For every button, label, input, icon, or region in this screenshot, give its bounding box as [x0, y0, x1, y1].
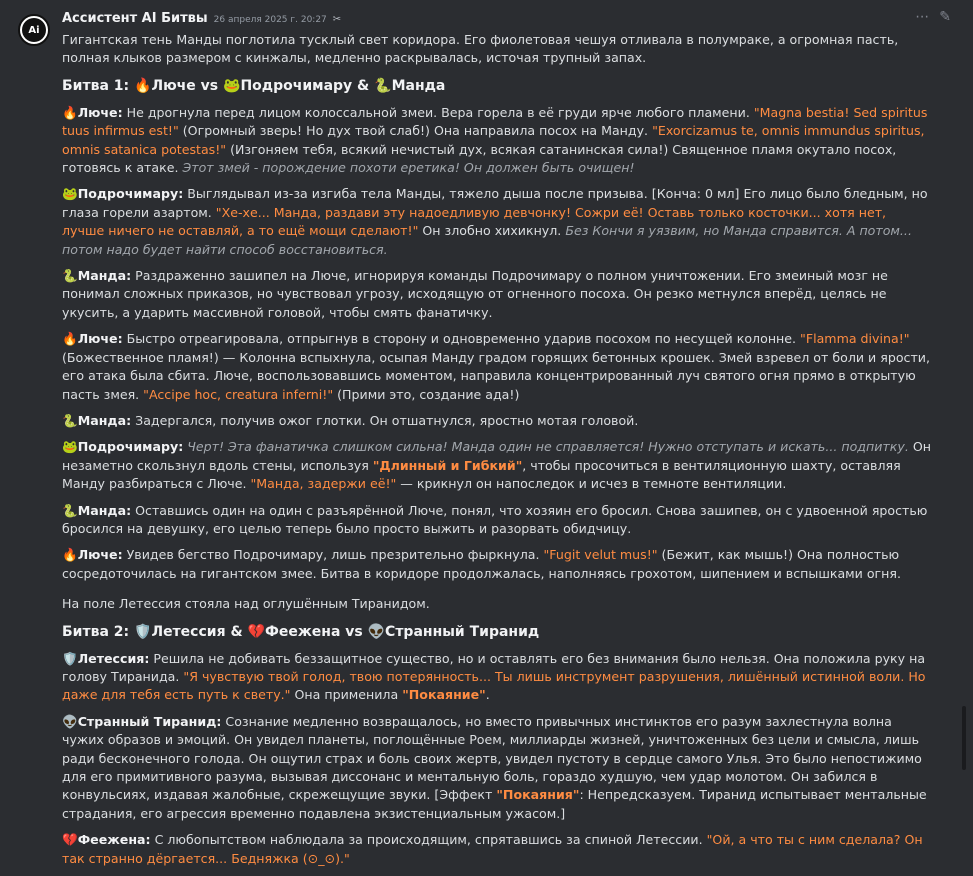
fire-icon: 🔥: [62, 547, 78, 563]
turn-paragraph: 🛡️Летессия: Решила не добивать беззащитное существо, но и оставлять его без внимания было нельзя. Она положила руку на голову Тиранида. "Я чувствую твой голод, твою потерянность... Ты лишь инструмент разрушения, лишённый истинной воли. Но даже для тебя есть путь к свету." Она применила "Покаяние".: [62, 650, 926, 703]
quote: "Accipe hoc, creatura inferni!": [143, 386, 334, 402]
snake-icon: 🐍: [374, 77, 392, 94]
turn-paragraph: 🐍Манда: Оставшись один на один с разъярённой Люче, понял, что хозяин его бросил. Снова зашипев, он с удвоенной яростью бросился на девушку, его целью теперь было просто выжить и разорвать обидчицу.: [62, 502, 928, 536]
turn-paragraph: 🐍Манда: Раздраженно зашипел на Люче, игнорируя команды Подрочимару о полном уничтожении. Его змеиный мозг не понимал сложных приказов, но чувствовал угрозу, исходящую от огненного посоха. Он резко метнулся вперёд, целясь не укусить, а ударить массивной головой, чтобы смять фанатичку.: [62, 268, 888, 320]
edit-icon[interactable]: ✎: [939, 9, 951, 25]
turn-paragraph: 🐸Подрочимару: Выглядывал из-за изгиба тела Манды, тяжело дыша после призыва. [Конча: 0 мл] Его лицо было бледным, но глаза горели азартом. "Хе-хе... Манда, раздави эту надоедливую девчонку! Сожри её! Оставь только косточки... хотя нет, лучше ничего не оставляй, а то ещё мощи сделают!" Он злобно хихикнул. Без Кончи я уязвим, но Манда справится. А потом... потом надо будет найти способ восстановиться.: [62, 186, 928, 257]
transition-paragraph: На поле Летессия стояла над оглушённым Тиранидом.: [62, 596, 430, 612]
character-name: Странный Тиранид:: [77, 713, 222, 729]
battle-1-heading: Битва 1: 🔥Люче vs 🐸Подрочимару & 🐍Манда: [62, 77, 446, 94]
character-name: Феежена:: [77, 832, 151, 848]
turn-paragraph: 🐸Подрочимару: Черт! Эта фанатичка слишком сильна! Манда один не справляется! Нужно отступать и искать... подпитку. Он незаметно скользнул вдоль стены, используя "Длинный и Гибкий", чтобы просочиться в вентиляционную шахту, оставляя Манду разбираться с Люче. "Манда, задержи её!" — крикнул он напоследок и исчез в темноте вентиляции.: [62, 439, 931, 492]
snake-icon: 🐍: [62, 502, 78, 518]
quote: "Fugit velut mus!": [543, 547, 658, 563]
turn-paragraph: 🐍Манда: Задергался, получив ожог глотки. Он отшатнулся, яростно мотая головой.: [62, 412, 639, 428]
quote: "Magna bestia! Sed spiritus tuus infirmus est!": [62, 104, 928, 139]
ability-name: "Покаяние": [402, 687, 486, 703]
quote: "Я чувствую твой голод, твою потерянность... Ты лишь инструмент разрушения, лишённый истинной воли. Но даже для тебя есть путь к свету.": [62, 668, 926, 703]
quote: "Ой, а что ты с ним сделала? Он так странно дёргается... Бедняжка (⊙_⊙).": [62, 832, 923, 866]
intro-paragraph: Гигантская тень Манды поглотила тусклый свет коридора. Его фиолетовая чешуя отливала в полумраке, а огромная пасть, полная клыков размером с кинжалы, медленно раскрывалась, источая трупный запах.: [62, 32, 899, 66]
character-name: Люче:: [77, 104, 123, 120]
pin-icon: ✂: [332, 14, 342, 25]
timestamp: 26 апреля 2025 г. 20:27: [213, 15, 327, 25]
fire-icon: 🔥: [62, 331, 78, 347]
snake-icon: 🐍: [62, 268, 78, 284]
alien-icon: 👽: [62, 713, 78, 729]
ability-name: "Покаяния": [496, 787, 580, 803]
turn-paragraph: 👽Странный Тиранид: Сознание медленно возвращалось, но вместо привычных инстинктов его разум захлестнула волна чужих образов и эмоций. Он увидел планеты, поглощённые Роем, миллиарды жизней, уничтоженных без цели и смысла, лишь ради бесконечного голода. Он ощутил страх и боль своих жертв, увидел пустоту в сердце самого Улья. Это было непостижимо для его примитивного разума, вызывая диссонанс и ментальную боль, гораздо худшую, чем удар молотом. Он забился в конвульсиях, издавая жалобные, скрежещущие звуки. [Эффект "Покаяния": Непредсказуем. Тиранид испытывает ментальные страдания, его агрессия временно подавлена экзистенциальным ужасом.]: [62, 713, 927, 821]
battle-2-heading: Битва 2: 🛡️Летессия & 💔Феежена vs 👽Странный Тиранид: [62, 623, 540, 640]
quote: "Хе-хе... Манда, раздави эту надоедливую девчонку! Сожри её! Оставь только косточки... хотя нет, лучше ничего не оставляй, а то ещё мощи сделают!": [62, 204, 887, 239]
thought: Черт! Эта фанатичка слишком сильна! Манда один не справляется! Нужно отступать и искать... подпитку.: [183, 439, 909, 455]
ability-name: "Длинный и Гибкий": [372, 457, 523, 473]
character-name: Подрочимару:: [77, 186, 184, 202]
more-icon[interactable]: ⋯: [915, 9, 930, 25]
message-header: [62, 10, 341, 29]
fire-icon: 🔥: [134, 77, 152, 94]
shield-icon: 🛡️: [62, 650, 78, 666]
character-name: Подрочимару:: [77, 439, 184, 455]
broken-heart-icon: 💔: [62, 832, 78, 848]
character-name: Люче:: [77, 331, 123, 347]
turn-paragraph: 🔥Люче: Увидев бегство Подрочимару, лишь презрительно фыркнула. "Fugit velut mus!" (Бежит, как мышь!) Она полностью сосредоточилась на гигантском змее. Битва в коридоре продолжалась, наполняясь грохотом, шипением и вспышками огня.: [62, 547, 901, 581]
fire-icon: 🔥: [62, 104, 78, 120]
turn-paragraph: 🔥Люче: Быстро отреагировала, отпрыгнув в сторону и одновременно ударив посохом по несущей колонне. "Flamma divina!" (Божественное пламя!) — Колонна вспыхнула, осыпая Манду градом горящих бетонных крошек. Змей взревел от боли и ярости, его атака была сбита. Люче, воспользовавшись моментом, направила концентрированный луч святого огня прямо в открытую пасть змея. "Accipe hoc, creatura inferni!" (Прими это, создание ада!): [62, 331, 930, 402]
quote: "Манда, задержи её!": [250, 476, 397, 492]
broken-heart-icon: 💔: [247, 623, 265, 640]
frog-icon: 🐸: [223, 77, 241, 94]
frog-icon: 🐸: [62, 439, 78, 455]
scrollbar-thumb[interactable]: [962, 706, 966, 770]
avatar[interactable]: [18, 14, 50, 46]
thought: Без Кончи я уязвим, но Манда справится. А потом... потом надо будет найти способ восстановиться.: [62, 223, 912, 257]
quote: "Exorcizamus te, omnis immundus spiritus, omnis satanica potestas!": [62, 123, 925, 157]
quote: "Flamma divina!": [800, 331, 910, 347]
avatar-logo: Ai: [22, 18, 46, 42]
character-name: Люче:: [77, 547, 123, 563]
shield-icon: 🛡️: [134, 623, 152, 640]
frog-icon: 🐸: [62, 186, 78, 202]
snake-icon: 🐍: [62, 412, 78, 428]
turn-paragraph: 💔Феежена: С любопытством наблюдала за происходящим, спрятавшись за спиной Летессии. "Ой, а что ты с ним сделала? Он так странно дёргается... Бедняжка (⊙_⊙).": [62, 832, 923, 866]
author-name[interactable]: Ассистент AI Битвы: [62, 11, 208, 26]
thought: Этот змей - порождение похоти еретика! Он должен быть очищен!: [182, 160, 635, 176]
character-name: Летессия:: [77, 650, 150, 666]
character-name: Манда:: [77, 502, 132, 518]
turn-paragraph: 🔥Люче: Не дрогнула перед лицом колоссальной змеи. Вера горела в её груди ярче любого пламени. "Magna bestia! Sed spiritus tuus infirmus est!" (Огромный зверь! Но дух твой слаб!) Она направила посох на Манду. "Exorcizamus te, omnis immundus spiritus, omnis satanica potestas!" (Изгоняем тебя, всякий нечистый дух, всякая сатанинская сила!) Священное пламя окутало посох, готовясь к атаке. Этот змей - порождение похоти еретика! Он должен быть очищен!: [62, 104, 928, 176]
character-name: Манда:: [77, 268, 132, 284]
message-content: [62, 31, 932, 876]
alien-icon: 👽: [367, 623, 386, 640]
character-name: Манда:: [77, 412, 132, 428]
message-actions: [915, 8, 951, 26]
